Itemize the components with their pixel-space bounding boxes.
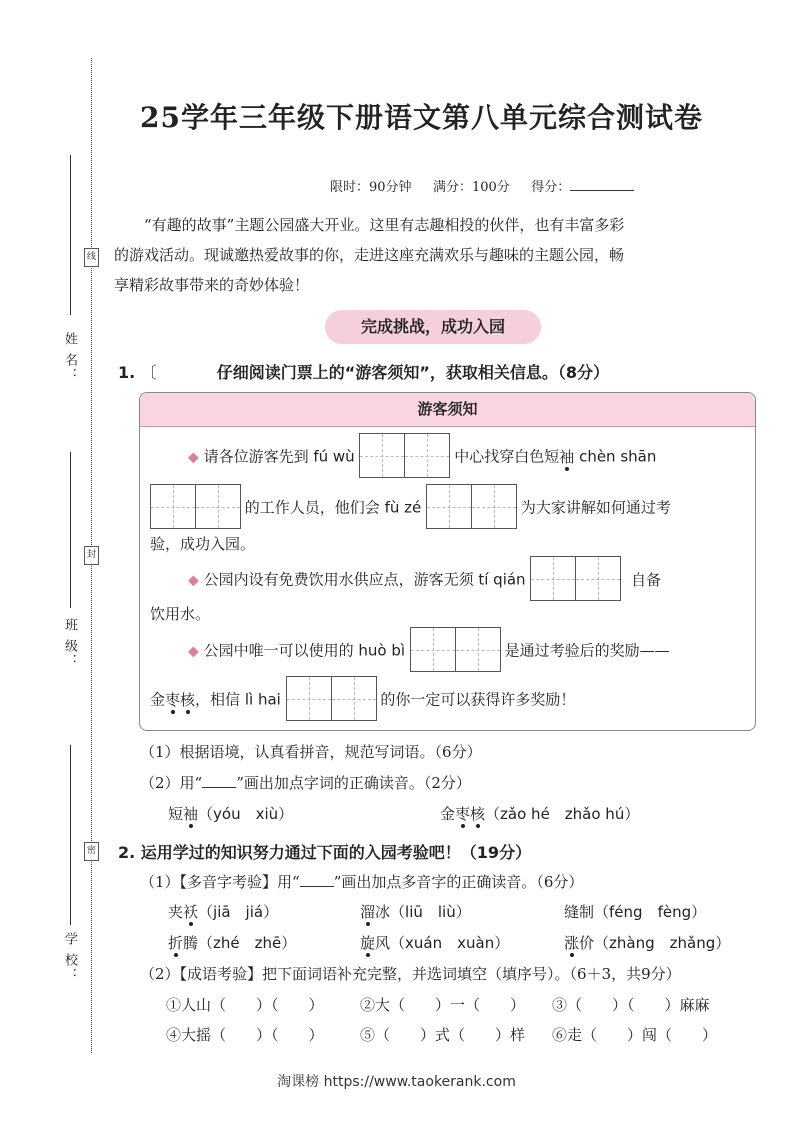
grid-cell[interactable] (286, 676, 332, 721)
pinyin-prompt: huò bì (358, 641, 406, 660)
footer-watermark: 淘课榜 https://www.taokerank.com (277, 1074, 516, 1090)
notice-line-1: ◆ 请各位游客先到 fú wù 中心找穿白色短袖 chèn shān (188, 433, 656, 482)
dotted-char: 袖 (559, 447, 575, 466)
seal-mark-feng: 封 (84, 546, 99, 565)
name-label: 姓 名： (62, 332, 77, 384)
grid-cell[interactable] (530, 556, 576, 601)
pinyin-prompt: fù zé (384, 498, 422, 517)
underline-marker (300, 874, 334, 887)
notice-line-3: 验，成功入园。 (150, 535, 256, 553)
question-number: 1. (118, 363, 136, 382)
grid-cell[interactable] (195, 484, 241, 529)
polyphone-item: 旋风（xuán xuàn） (360, 934, 510, 952)
dotted-char: 溜 (360, 903, 376, 921)
diamond-bullet-icon: ◆ (188, 643, 199, 660)
writing-grid[interactable] (530, 556, 620, 605)
diamond-bullet-icon: ◆ (188, 449, 199, 466)
writing-grid[interactable] (410, 627, 500, 676)
writing-grid[interactable] (150, 484, 240, 533)
pinyin-choice[interactable]: （liū liù） (390, 903, 471, 921)
pinyin-choice[interactable]: （zhàng zhǎng） (594, 934, 731, 952)
intro-line: 享精彩故事带来的奇妙体验！ (114, 276, 310, 294)
polyphone-item: 溜冰（liū liù） (360, 903, 471, 921)
seal-mark-xian: 线 (84, 248, 99, 267)
school-blank-line (70, 745, 71, 925)
score-label: 得分： (531, 180, 571, 195)
pinyin-prompt: tí qián (478, 570, 526, 589)
question-1-prompt (118, 360, 609, 383)
q2-sub-1: （1）【多音字考验】用“ ”画出加点多音字的正确读音。（6分） (140, 873, 584, 891)
class-blank-line (70, 452, 71, 608)
question-number: 2. (118, 843, 136, 862)
notice-line-7: 金枣核，相信 lì hai 的你一定可以获得许多奖励！ (150, 676, 575, 725)
intro-line: 的游戏活动。现诚邀热爱故事的你，走进这座充满欢乐与趣味的主题公园，畅 (114, 246, 625, 264)
dotted-char: 折 (168, 934, 184, 952)
notice-line-2: 的工作人员，他们会 fù zé 为大家讲解如何通过考 (150, 484, 671, 533)
pinyin-choice[interactable]: （zǎo hé zhǎo hú） (485, 805, 640, 823)
idiom-item[interactable]: ⑥走（ ）闯（ ） (552, 1026, 718, 1044)
dotted-char: 涨 (564, 934, 580, 952)
idiom-item[interactable]: ①人山（ ）（ ） (166, 996, 324, 1014)
pinyin-choice[interactable]: （xuán xuàn） (390, 934, 510, 952)
pinyin-choice[interactable]: （jiā jiá） (198, 903, 279, 921)
answer-bracket[interactable]: 〔 〕 (140, 363, 237, 382)
pinyin-choice[interactable]: （zhé zhē） (198, 934, 297, 952)
dotted-char: 袄 (183, 903, 199, 921)
idiom-item[interactable]: ③（ ）（ ）麻麻 (552, 996, 710, 1014)
notice-line-5: 饮用水。 (150, 605, 211, 623)
page-title: 25学年三年级下册语文第八单元综合测试卷 (140, 101, 703, 134)
full-score: 满分：100分 (432, 180, 510, 195)
score-blank[interactable] (570, 178, 634, 191)
q1-option-2: 金枣核（zǎo hé zhǎo hú） (440, 805, 640, 823)
name-blank-line (70, 155, 71, 315)
dotted-char: 旋 (360, 934, 376, 952)
q2-sub-2: （2）【成语考验】把下面词语补充完整，并选词填空（填序号）。（6＋3，共9分） (140, 965, 681, 983)
q1-sub-2: （2）用“ ”画出加点字词的正确读音。（2分） (140, 774, 471, 792)
visitor-notice-box (139, 392, 756, 731)
underline-marker (202, 775, 236, 788)
q1-option-1: 短袖（yóu xiù） (168, 805, 294, 823)
intro-line: “有趣的故事”主题公园盛大开业。这里有志趣相投的伙伴，也有丰富多彩 (144, 216, 625, 234)
question-text: 运用学过的知识努力通过下面的入园考验吧！（19分） (140, 843, 532, 862)
school-label: 学 校： (62, 932, 77, 984)
seal-mark-mi: 密 (84, 842, 99, 861)
polyphone-item: 夹袄（jiā jiá） (168, 903, 279, 921)
polyphone-item: 缝制（féng fèng） (564, 903, 707, 921)
pinyin-prompt: lì hai (244, 690, 281, 709)
pinyin-choice[interactable]: （yóu xiù） (198, 805, 294, 823)
class-label: 班 级： (62, 618, 77, 670)
q1-sub-1: （1）根据语境，认真看拼音，规范写词语。（6分） (140, 743, 482, 761)
grid-cell[interactable] (426, 484, 472, 529)
notice-line-4: ◆ 公园内设有免费饮用水供应点，游客无须 tí qián 自备 (188, 556, 661, 605)
dotted-char: 核 (470, 805, 486, 823)
idiom-item[interactable]: ④大摇（ ）（ ） (166, 1026, 324, 1044)
pinyin-choice[interactable]: （féng fèng） (594, 903, 707, 921)
diamond-bullet-icon: ◆ (188, 572, 199, 589)
time-limit: 限时：90分钟 (330, 180, 412, 195)
section-badge: 完成挑战，成功入园 (325, 310, 541, 344)
pinyin-prompt: chèn shān (579, 447, 657, 466)
grid-cell[interactable] (150, 484, 196, 529)
question-text: 仔细阅读门票上的“游客须知”，获取相关信息。（8分） (216, 363, 609, 382)
idiom-item[interactable]: ⑤（ ）式（ ）样 (360, 1026, 526, 1044)
writing-grid[interactable] (286, 676, 376, 725)
polyphone-item: 涨价（zhàng zhǎng） (564, 934, 731, 952)
grid-cell[interactable] (455, 627, 501, 672)
grid-cell[interactable] (575, 556, 621, 601)
notice-line-6: ◆ 公园中唯一可以使用的 huò bì 是通过考验后的奖励—— (188, 627, 670, 676)
grid-cell[interactable] (331, 676, 377, 721)
dotted-char: 枣 (455, 805, 471, 823)
grid-cell[interactable] (471, 484, 517, 529)
dotted-char: 枣 (165, 690, 181, 709)
question-2-prompt (118, 840, 531, 863)
dotted-char: 袖 (183, 805, 199, 823)
writing-grid[interactable] (359, 433, 449, 482)
polyphone-item: 折腾（zhé zhē） (168, 934, 297, 952)
dotted-char: 核 (180, 690, 196, 709)
grid-cell[interactable] (404, 433, 450, 478)
pinyin-prompt: fú wù (313, 447, 355, 466)
exam-meta (330, 176, 634, 195)
idiom-item[interactable]: ②大（ ）一（ ） (360, 996, 526, 1014)
intro-paragraph (114, 210, 758, 300)
grid-cell[interactable] (359, 433, 405, 478)
writing-grid[interactable] (426, 484, 516, 533)
grid-cell[interactable] (410, 627, 456, 672)
notice-title: 游客须知 (140, 393, 755, 427)
